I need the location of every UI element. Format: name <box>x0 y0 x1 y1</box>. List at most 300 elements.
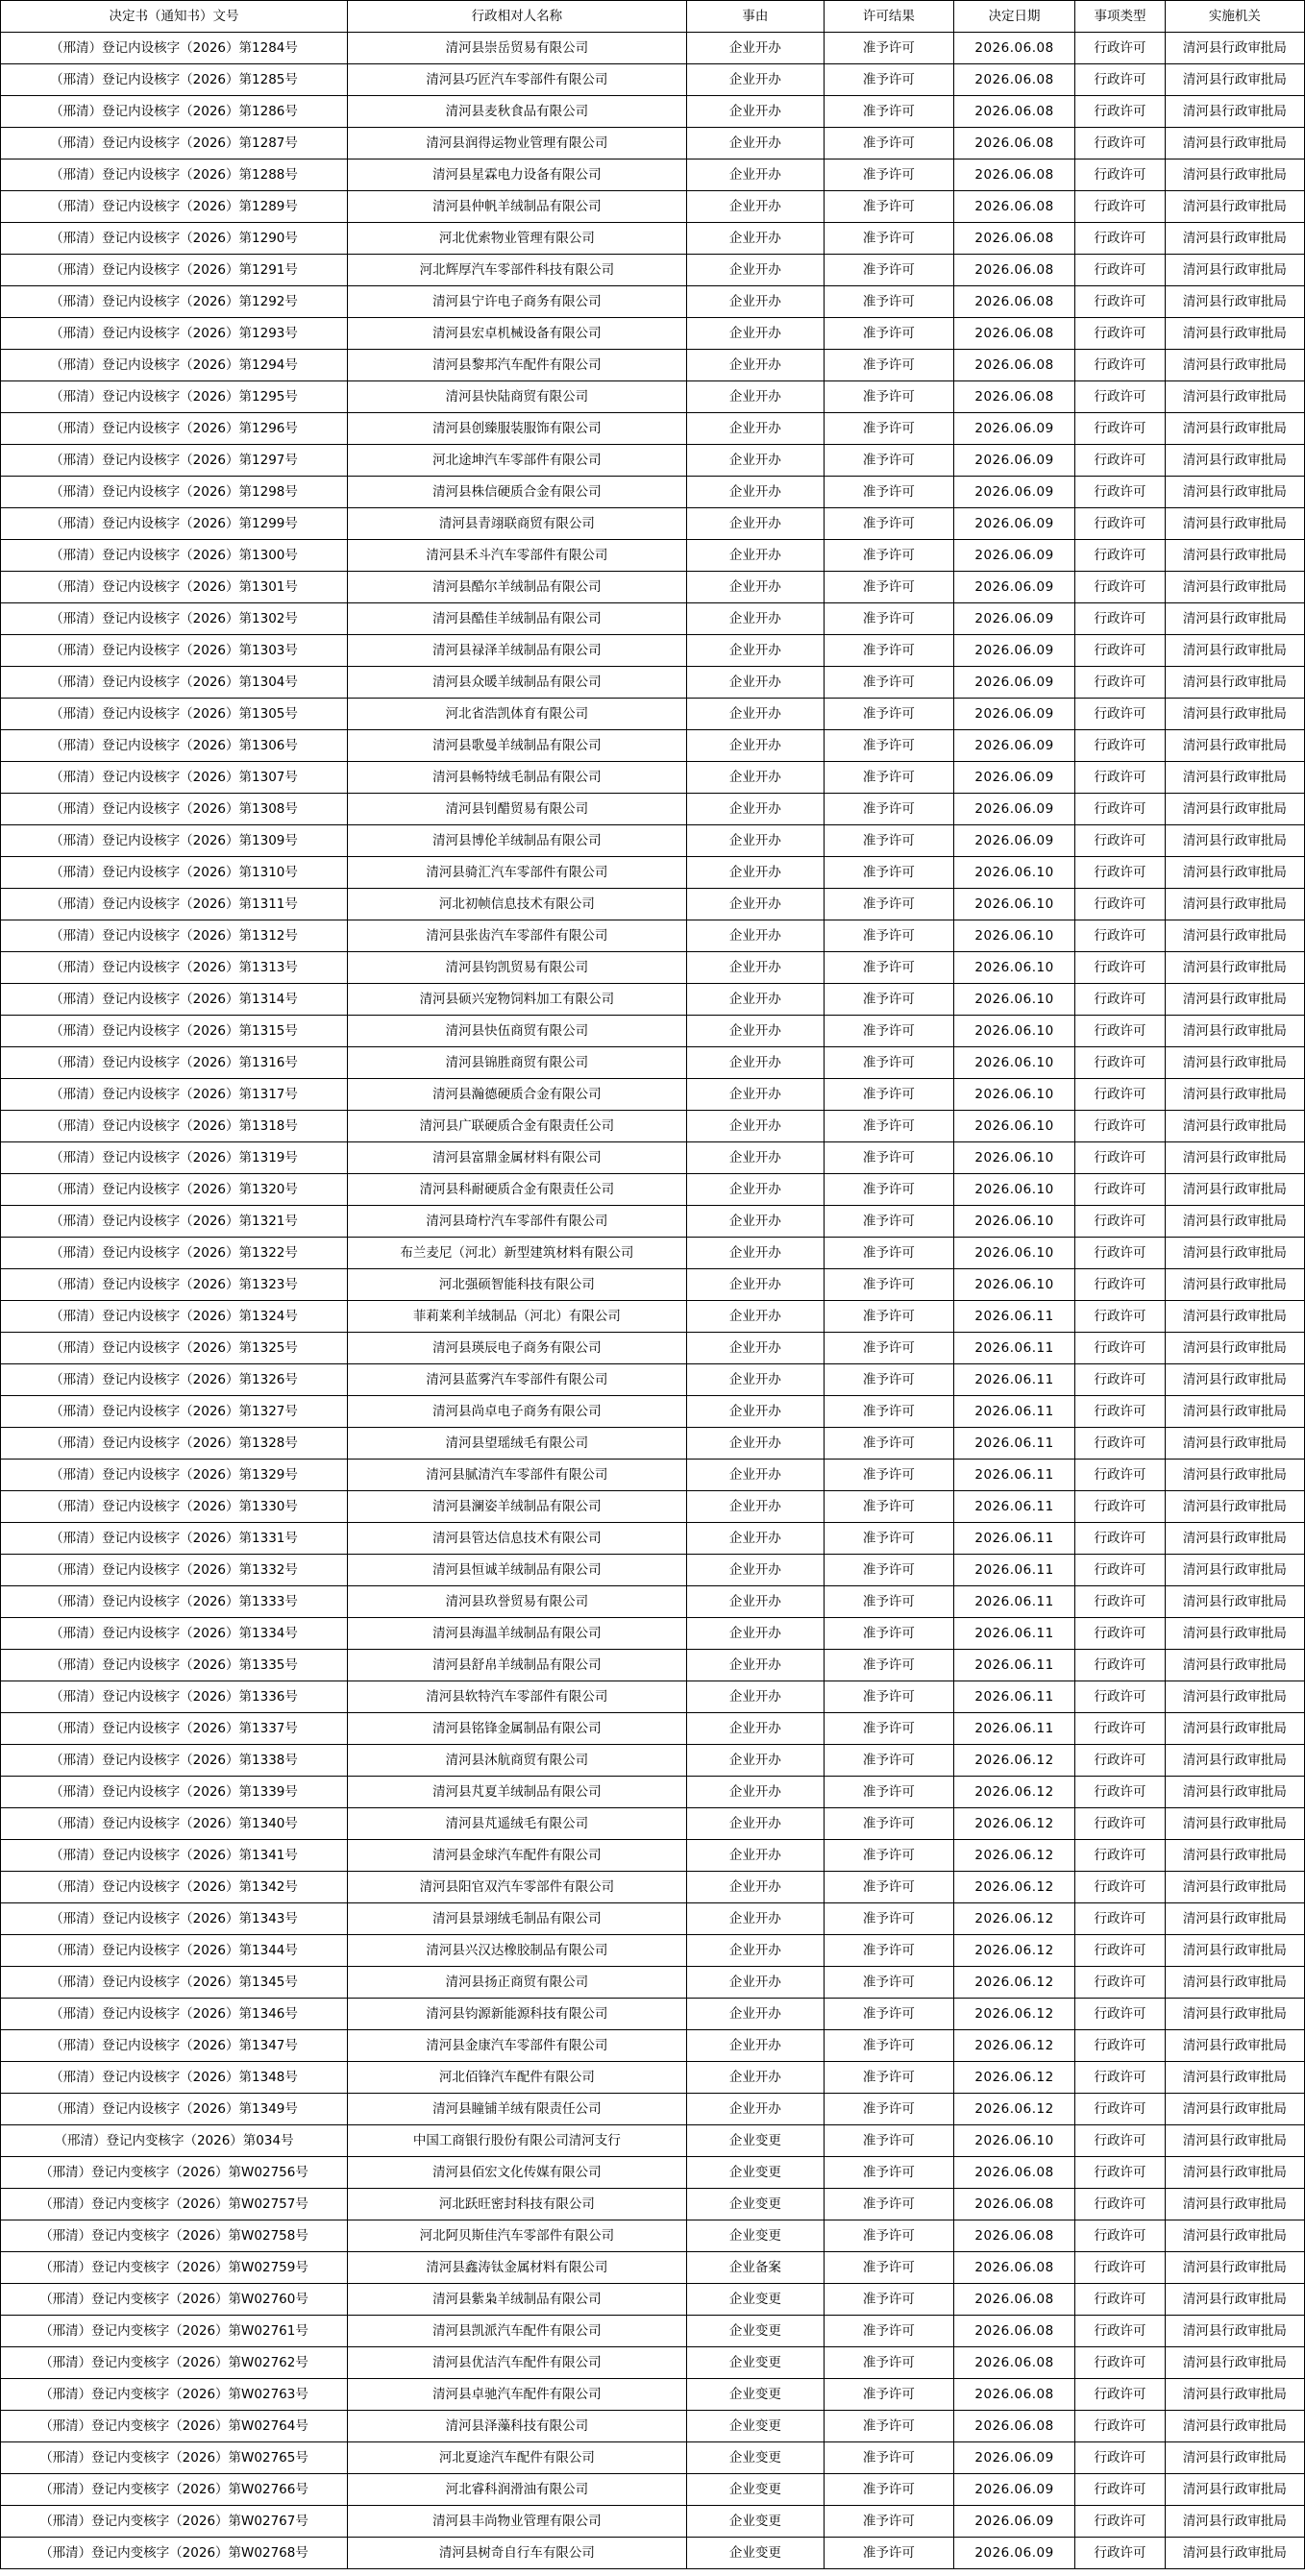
counterparty-name-cell: 清河县宏卓机械设备有限公司 <box>348 318 687 350</box>
permit-result-cell: 准予许可 <box>824 413 953 445</box>
decision-date-cell: 2026.06.10 <box>953 1269 1075 1301</box>
table-row <box>1 2316 1305 2347</box>
implementing-agency-cell: 清河县行政审批局 <box>1165 445 1304 477</box>
implementing-agency-cell: 清河县行政审批局 <box>1165 1333 1304 1364</box>
item-type-cell: 行政许可 <box>1075 96 1165 128</box>
implementing-agency-cell: 清河县行政审批局 <box>1165 2220 1304 2252</box>
column-header-document-number: 决定书（通知书）文号 <box>1 1 348 33</box>
table-row <box>1 508 1305 540</box>
table-row <box>1 2379 1305 2411</box>
table-row <box>1 920 1305 952</box>
implementing-agency-cell: 清河县行政审批局 <box>1165 2538 1304 2569</box>
decision-date-cell: 2026.06.09 <box>953 603 1075 635</box>
reason-cell: 企业开办 <box>686 477 824 508</box>
implementing-agency-cell: 清河县行政审批局 <box>1165 128 1304 159</box>
permit-result-cell: 准予许可 <box>824 1840 953 1872</box>
table-row <box>1 1713 1305 1745</box>
decision-date-cell: 2026.06.10 <box>953 1174 1075 1206</box>
implementing-agency-cell: 清河县行政审批局 <box>1165 350 1304 381</box>
document-number-cell: （邢清）登记内设核字（2026）第1334号 <box>1 1618 348 1650</box>
document-number-cell: （邢清）登记内设核字（2026）第1344号 <box>1 1935 348 1967</box>
counterparty-name-cell: 清河县富鼎金属材料有限公司 <box>348 1142 687 1174</box>
counterparty-name-cell: 清河县望瑶绒毛有限公司 <box>348 1428 687 1460</box>
item-type-cell: 行政许可 <box>1075 1206 1165 1238</box>
permit-result-cell: 准予许可 <box>824 1618 953 1650</box>
table-row <box>1 794 1305 825</box>
permit-result-cell: 准予许可 <box>824 2030 953 2062</box>
implementing-agency-cell: 清河县行政审批局 <box>1165 2474 1304 2506</box>
implementing-agency-cell: 清河县行政审批局 <box>1165 2062 1304 2094</box>
document-number-cell: （邢清）登记内设核字（2026）第1347号 <box>1 2030 348 2062</box>
decision-date-cell: 2026.06.08 <box>953 2379 1075 2411</box>
implementing-agency-cell: 清河县行政审批局 <box>1165 1428 1304 1460</box>
decision-date-cell: 2026.06.11 <box>953 1713 1075 1745</box>
document-number-cell: （邢清）登记内设核字（2026）第1338号 <box>1 1745 348 1777</box>
counterparty-name-cell: 清河县泽藻科技有限公司 <box>348 2411 687 2442</box>
document-number-cell: （邢清）登记内设核字（2026）第1285号 <box>1 64 348 96</box>
permit-result-cell: 准予许可 <box>824 889 953 920</box>
permit-result-cell: 准予许可 <box>824 2506 953 2538</box>
counterparty-name-cell: 清河县铭锋金属制品有限公司 <box>348 1713 687 1745</box>
table-row <box>1 2474 1305 2506</box>
document-number-cell: （邢清）登记内设核字（2026）第1288号 <box>1 159 348 191</box>
reason-cell: 企业变更 <box>686 2189 824 2220</box>
counterparty-name-cell: 清河县舒帛羊绒制品有限公司 <box>348 1650 687 1681</box>
permit-result-cell: 准予许可 <box>824 984 953 1016</box>
reason-cell: 企业变更 <box>686 2379 824 2411</box>
permit-result-cell: 准予许可 <box>824 2125 953 2157</box>
implementing-agency-cell: 清河县行政审批局 <box>1165 2284 1304 2316</box>
item-type-cell: 行政许可 <box>1075 730 1165 762</box>
reason-cell: 企业开办 <box>686 1460 824 1491</box>
implementing-agency-cell: 清河县行政审批局 <box>1165 889 1304 920</box>
reason-cell: 企业开办 <box>686 1142 824 1174</box>
decision-date-cell: 2026.06.08 <box>953 33 1075 64</box>
counterparty-name-cell: 清河县景翊绒毛制品有限公司 <box>348 1903 687 1935</box>
decision-date-cell: 2026.06.12 <box>953 2094 1075 2125</box>
reason-cell: 企业开办 <box>686 1872 824 1903</box>
document-number-cell: （邢清）登记内设核字（2026）第1340号 <box>1 1808 348 1840</box>
table-row <box>1 1777 1305 1808</box>
reason-cell: 企业开办 <box>686 1428 824 1460</box>
implementing-agency-cell: 清河县行政审批局 <box>1165 1935 1304 1967</box>
table-row <box>1 603 1305 635</box>
implementing-agency-cell: 清河县行政审批局 <box>1165 730 1304 762</box>
item-type-cell: 行政许可 <box>1075 1681 1165 1713</box>
document-number-cell: （邢清）登记内设核字（2026）第1323号 <box>1 1269 348 1301</box>
implementing-agency-cell: 清河县行政审批局 <box>1165 508 1304 540</box>
table-row <box>1 1586 1305 1618</box>
table-row <box>1 286 1305 318</box>
document-number-cell: （邢清）登记内设核字（2026）第1305号 <box>1 699 348 730</box>
table-body <box>1 33 1305 2569</box>
counterparty-name-cell: 清河县黎邦汽车配件有限公司 <box>348 350 687 381</box>
document-number-cell: （邢清）登记内设核字（2026）第1322号 <box>1 1238 348 1269</box>
counterparty-name-cell: 清河县畅特绒毛制品有限公司 <box>348 762 687 794</box>
reason-cell: 企业开办 <box>686 96 824 128</box>
item-type-cell: 行政许可 <box>1075 1491 1165 1523</box>
counterparty-name-cell: 清河县腻清汽车零部件有限公司 <box>348 1460 687 1491</box>
reason-cell: 企业开办 <box>686 318 824 350</box>
reason-cell: 企业开办 <box>686 1555 824 1586</box>
reason-cell: 企业开办 <box>686 667 824 699</box>
table-row <box>1 984 1305 1016</box>
decision-date-cell: 2026.06.09 <box>953 477 1075 508</box>
decision-date-cell: 2026.06.11 <box>953 1555 1075 1586</box>
implementing-agency-cell: 清河县行政审批局 <box>1165 477 1304 508</box>
reason-cell: 企业开办 <box>686 1681 824 1713</box>
reason-cell: 企业变更 <box>686 2125 824 2157</box>
permit-result-cell: 准予许可 <box>824 1777 953 1808</box>
document-number-cell: （邢清）登记内设核字（2026）第1289号 <box>1 191 348 223</box>
implementing-agency-cell: 清河县行政审批局 <box>1165 1047 1304 1079</box>
table-row <box>1 1903 1305 1935</box>
document-number-cell: （邢清）登记内设核字（2026）第1304号 <box>1 667 348 699</box>
counterparty-name-cell: 清河县广联硬质合金有限责任公司 <box>348 1111 687 1142</box>
implementing-agency-cell: 清河县行政审批局 <box>1165 1523 1304 1555</box>
counterparty-name-cell: 清河县科耐硬质合金有限责任公司 <box>348 1174 687 1206</box>
permit-result-cell: 准予许可 <box>824 1491 953 1523</box>
counterparty-name-cell: 清河县软特汽车零部件有限公司 <box>348 1681 687 1713</box>
counterparty-name-cell: 河北辉厚汽车零部件科技有限公司 <box>348 255 687 286</box>
permit-result-cell: 准予许可 <box>824 159 953 191</box>
reason-cell: 企业开办 <box>686 794 824 825</box>
implementing-agency-cell: 清河县行政审批局 <box>1165 1491 1304 1523</box>
table-row <box>1 1206 1305 1238</box>
implementing-agency-cell: 清河县行政审批局 <box>1165 920 1304 952</box>
item-type-cell: 行政许可 <box>1075 1142 1165 1174</box>
implementing-agency-cell: 清河县行政审批局 <box>1165 1206 1304 1238</box>
table-row <box>1 33 1305 64</box>
item-type-cell: 行政许可 <box>1075 2252 1165 2284</box>
permit-result-cell: 准予许可 <box>824 445 953 477</box>
document-number-cell: （邢清）登记内设核字（2026）第1335号 <box>1 1650 348 1681</box>
decision-date-cell: 2026.06.09 <box>953 508 1075 540</box>
reason-cell: 企业开办 <box>686 1745 824 1777</box>
permit-result-cell: 准予许可 <box>824 1745 953 1777</box>
counterparty-name-cell: 清河县澜姿羊绒制品有限公司 <box>348 1491 687 1523</box>
decision-date-cell: 2026.06.10 <box>953 1142 1075 1174</box>
item-type-cell: 行政许可 <box>1075 1903 1165 1935</box>
permit-result-cell: 准予许可 <box>824 1428 953 1460</box>
permit-result-cell: 准予许可 <box>824 2094 953 2125</box>
document-number-cell: （邢清）登记内设核字（2026）第1349号 <box>1 2094 348 2125</box>
counterparty-name-cell: 清河县仲帆羊绒制品有限公司 <box>348 191 687 223</box>
permit-result-cell: 准予许可 <box>824 857 953 889</box>
item-type-cell: 行政许可 <box>1075 477 1165 508</box>
item-type-cell: 行政许可 <box>1075 1999 1165 2030</box>
item-type-cell: 行政许可 <box>1075 255 1165 286</box>
counterparty-name-cell: 清河县阳官双汽车零部件有限公司 <box>348 1872 687 1903</box>
decision-date-cell: 2026.06.08 <box>953 381 1075 413</box>
decision-date-cell: 2026.06.08 <box>953 2252 1075 2284</box>
item-type-cell: 行政许可 <box>1075 350 1165 381</box>
table-row <box>1 1333 1305 1364</box>
table-row <box>1 1618 1305 1650</box>
counterparty-name-cell: 清河县瞳铺羊绒有限责任公司 <box>348 2094 687 2125</box>
decision-date-cell: 2026.06.08 <box>953 2189 1075 2220</box>
permit-result-cell: 准予许可 <box>824 1586 953 1618</box>
table-row <box>1 1681 1305 1713</box>
item-type-cell: 行政许可 <box>1075 223 1165 255</box>
implementing-agency-cell: 清河县行政审批局 <box>1165 699 1304 730</box>
implementing-agency-cell: 清河县行政审批局 <box>1165 857 1304 889</box>
implementing-agency-cell: 清河县行政审批局 <box>1165 2347 1304 2379</box>
document-number-cell: （邢清）登记内变核字（2026）第W02764号 <box>1 2411 348 2442</box>
reason-cell: 企业开办 <box>686 1935 824 1967</box>
reason-cell: 企业变更 <box>686 2316 824 2347</box>
reason-cell: 企业变更 <box>686 2474 824 2506</box>
item-type-cell: 行政许可 <box>1075 1872 1165 1903</box>
item-type-cell: 行政许可 <box>1075 1364 1165 1396</box>
permit-result-cell: 准予许可 <box>824 1555 953 1586</box>
implementing-agency-cell: 清河县行政审批局 <box>1165 1903 1304 1935</box>
reason-cell: 企业开办 <box>686 1618 824 1650</box>
decision-date-cell: 2026.06.08 <box>953 64 1075 96</box>
implementing-agency-cell: 清河县行政审批局 <box>1165 1301 1304 1333</box>
reason-cell: 企业开办 <box>686 1174 824 1206</box>
document-number-cell: （邢清）登记内设核字（2026）第1348号 <box>1 2062 348 2094</box>
decision-date-cell: 2026.06.11 <box>953 1364 1075 1396</box>
item-type-cell: 行政许可 <box>1075 413 1165 445</box>
document-number-cell: （邢清）登记内设核字（2026）第1318号 <box>1 1111 348 1142</box>
document-number-cell: （邢清）登记内设核字（2026）第1345号 <box>1 1967 348 1999</box>
reason-cell: 企业开办 <box>686 255 824 286</box>
column-header-permit-result: 许可结果 <box>824 1 953 33</box>
reason-cell: 企业开办 <box>686 825 824 857</box>
counterparty-name-cell: 清河县凯派汽车配件有限公司 <box>348 2316 687 2347</box>
item-type-cell: 行政许可 <box>1075 2284 1165 2316</box>
counterparty-name-cell: 清河县硕兴宠物饲料加工有限公司 <box>348 984 687 1016</box>
permit-result-cell: 准予许可 <box>824 1142 953 1174</box>
permit-result-cell: 准予许可 <box>824 33 953 64</box>
permit-result-cell: 准予许可 <box>824 730 953 762</box>
reason-cell: 企业变更 <box>686 2220 824 2252</box>
reason-cell: 企业开办 <box>686 2094 824 2125</box>
implementing-agency-cell: 清河县行政审批局 <box>1165 381 1304 413</box>
implementing-agency-cell: 清河县行政审批局 <box>1165 1650 1304 1681</box>
permit-result-cell: 准予许可 <box>824 1935 953 1967</box>
reason-cell: 企业开办 <box>686 572 824 603</box>
table-row <box>1 1269 1305 1301</box>
permit-result-cell: 准予许可 <box>824 1808 953 1840</box>
decision-date-cell: 2026.06.11 <box>953 1681 1075 1713</box>
item-type-cell: 行政许可 <box>1075 2442 1165 2474</box>
counterparty-name-cell: 布兰麦尼（河北）新型建筑材料有限公司 <box>348 1238 687 1269</box>
document-number-cell: （邢清）登记内设核字（2026）第1326号 <box>1 1364 348 1396</box>
column-header-item-type: 事项类型 <box>1075 1 1165 33</box>
table-row <box>1 1808 1305 1840</box>
decision-date-cell: 2026.06.09 <box>953 667 1075 699</box>
reason-cell: 企业开办 <box>686 64 824 96</box>
permit-result-cell: 准予许可 <box>824 1047 953 1079</box>
decision-date-cell: 2026.06.12 <box>953 1808 1075 1840</box>
permit-result-cell: 准予许可 <box>824 1523 953 1555</box>
counterparty-name-cell: 清河县佰宏文化传媒有限公司 <box>348 2157 687 2189</box>
permit-result-cell: 准予许可 <box>824 64 953 96</box>
decision-date-cell: 2026.06.11 <box>953 1428 1075 1460</box>
table-row <box>1 1840 1305 1872</box>
permit-result-cell: 准予许可 <box>824 1016 953 1047</box>
decision-date-cell: 2026.06.08 <box>953 318 1075 350</box>
decision-date-cell: 2026.06.08 <box>953 286 1075 318</box>
reason-cell: 企业开办 <box>686 350 824 381</box>
item-type-cell: 行政许可 <box>1075 2411 1165 2442</box>
table-row <box>1 1142 1305 1174</box>
decision-date-cell: 2026.06.12 <box>953 2062 1075 2094</box>
implementing-agency-cell: 清河县行政审批局 <box>1165 2506 1304 2538</box>
implementing-agency-cell: 清河县行政审批局 <box>1165 603 1304 635</box>
decision-date-cell: 2026.06.10 <box>953 1016 1075 1047</box>
counterparty-name-cell: 清河县崇岳贸易有限公司 <box>348 33 687 64</box>
permit-result-cell: 准予许可 <box>824 1364 953 1396</box>
table-row <box>1 1555 1305 1586</box>
reason-cell: 企业开办 <box>686 1523 824 1555</box>
reason-cell: 企业开办 <box>686 1808 824 1840</box>
reason-cell: 企业变更 <box>686 2538 824 2569</box>
implementing-agency-cell: 清河县行政审批局 <box>1165 825 1304 857</box>
permit-result-cell: 准予许可 <box>824 1174 953 1206</box>
document-number-cell: （邢清）登记内设核字（2026）第1294号 <box>1 350 348 381</box>
reason-cell: 企业开办 <box>686 1269 824 1301</box>
reason-cell: 企业开办 <box>686 857 824 889</box>
decision-date-cell: 2026.06.10 <box>953 857 1075 889</box>
table-row <box>1 96 1305 128</box>
permit-result-cell: 准予许可 <box>824 286 953 318</box>
decision-date-cell: 2026.06.10 <box>953 2125 1075 2157</box>
table-row <box>1 350 1305 381</box>
counterparty-name-cell: 清河县歌曼羊绒制品有限公司 <box>348 730 687 762</box>
item-type-cell: 行政许可 <box>1075 794 1165 825</box>
permit-result-cell: 准予许可 <box>824 191 953 223</box>
table-row <box>1 1364 1305 1396</box>
table-row <box>1 1523 1305 1555</box>
permit-result-cell: 准予许可 <box>824 2442 953 2474</box>
counterparty-name-cell: 清河县骑汇汽车零部件有限公司 <box>348 857 687 889</box>
item-type-cell: 行政许可 <box>1075 1428 1165 1460</box>
reason-cell: 企业开办 <box>686 762 824 794</box>
counterparty-name-cell: 清河县金球汽车配件有限公司 <box>348 1840 687 1872</box>
column-header-decision-date: 决定日期 <box>953 1 1075 33</box>
decision-date-cell: 2026.06.08 <box>953 2347 1075 2379</box>
reason-cell: 企业变更 <box>686 2442 824 2474</box>
table-row <box>1 857 1305 889</box>
decision-date-cell: 2026.06.08 <box>953 2157 1075 2189</box>
counterparty-name-cell: 清河县琦柠汽车零部件有限公司 <box>348 1206 687 1238</box>
counterparty-name-cell: 清河县芃夏羊绒制品有限公司 <box>348 1777 687 1808</box>
table-row <box>1 1111 1305 1142</box>
permit-result-cell: 准予许可 <box>824 667 953 699</box>
reason-cell: 企业开办 <box>686 635 824 667</box>
document-number-cell: （邢清）登记内变核字（2026）第W02768号 <box>1 2538 348 2569</box>
implementing-agency-cell: 清河县行政审批局 <box>1165 1586 1304 1618</box>
document-number-cell: （邢清）登记内变核字（2026）第W02762号 <box>1 2347 348 2379</box>
counterparty-name-cell: 清河县众暖羊绒制品有限公司 <box>348 667 687 699</box>
item-type-cell: 行政许可 <box>1075 1460 1165 1491</box>
document-number-cell: （邢清）登记内变核字（2026）第W02757号 <box>1 2189 348 2220</box>
table-row <box>1 699 1305 730</box>
table-row <box>1 1079 1305 1111</box>
permit-result-cell: 准予许可 <box>824 2347 953 2379</box>
decision-date-cell: 2026.06.09 <box>953 572 1075 603</box>
counterparty-name-cell: 清河县芃遥绒毛有限公司 <box>348 1808 687 1840</box>
item-type-cell: 行政许可 <box>1075 920 1165 952</box>
decision-date-cell: 2026.06.11 <box>953 1523 1075 1555</box>
item-type-cell: 行政许可 <box>1075 1333 1165 1364</box>
permit-result-cell: 准予许可 <box>824 1713 953 1745</box>
permit-result-cell: 准予许可 <box>824 2284 953 2316</box>
item-type-cell: 行政许可 <box>1075 1745 1165 1777</box>
permit-result-cell: 准予许可 <box>824 128 953 159</box>
table-row <box>1 191 1305 223</box>
decision-date-cell: 2026.06.09 <box>953 445 1075 477</box>
item-type-cell: 行政许可 <box>1075 64 1165 96</box>
permit-result-cell: 准予许可 <box>824 1650 953 1681</box>
item-type-cell: 行政许可 <box>1075 191 1165 223</box>
counterparty-name-cell: 中国工商银行股份有限公司清河支行 <box>348 2125 687 2157</box>
decision-date-cell: 2026.06.08 <box>953 2316 1075 2347</box>
counterparty-name-cell: 清河县快伍商贸有限公司 <box>348 1016 687 1047</box>
table-row <box>1 2347 1305 2379</box>
permit-result-cell: 准予许可 <box>824 2474 953 2506</box>
document-number-cell: （邢清）登记内设核字（2026）第1332号 <box>1 1555 348 1586</box>
table-row <box>1 1016 1305 1047</box>
counterparty-name-cell: 清河县巧匠汽车零部件有限公司 <box>348 64 687 96</box>
document-number-cell: （邢清）登记内设核字（2026）第1301号 <box>1 572 348 603</box>
decision-date-cell: 2026.06.08 <box>953 2220 1075 2252</box>
reason-cell: 企业开办 <box>686 33 824 64</box>
decision-date-cell: 2026.06.09 <box>953 2474 1075 2506</box>
document-number-cell: （邢清）登记内变核字（2026）第W02766号 <box>1 2474 348 2506</box>
table-row <box>1 2506 1305 2538</box>
implementing-agency-cell: 清河县行政审批局 <box>1165 223 1304 255</box>
item-type-cell: 行政许可 <box>1075 128 1165 159</box>
document-number-cell: （邢清）登记内设核字（2026）第1298号 <box>1 477 348 508</box>
item-type-cell: 行政许可 <box>1075 603 1165 635</box>
decision-date-cell: 2026.06.08 <box>953 2284 1075 2316</box>
implementing-agency-cell: 清河县行政审批局 <box>1165 286 1304 318</box>
decision-date-cell: 2026.06.11 <box>953 1396 1075 1428</box>
table-header-row <box>1 1 1305 33</box>
decision-date-cell: 2026.06.09 <box>953 825 1075 857</box>
table-row <box>1 1650 1305 1681</box>
document-number-cell: （邢清）登记内设核字（2026）第1302号 <box>1 603 348 635</box>
table-row <box>1 318 1305 350</box>
counterparty-name-cell: 清河县钧源新能源科技有限公司 <box>348 1999 687 2030</box>
item-type-cell: 行政许可 <box>1075 1555 1165 1586</box>
counterparty-name-cell: 清河县恒诚羊绒制品有限公司 <box>348 1555 687 1586</box>
decision-date-cell: 2026.06.08 <box>953 255 1075 286</box>
reason-cell: 企业开办 <box>686 1333 824 1364</box>
permit-result-cell: 准予许可 <box>824 1967 953 1999</box>
reason-cell: 企业开办 <box>686 1777 824 1808</box>
table-row <box>1 952 1305 984</box>
decision-date-cell: 2026.06.11 <box>953 1460 1075 1491</box>
document-number-cell: （邢清）登记内变核字（2026）第034号 <box>1 2125 348 2157</box>
decision-date-cell: 2026.06.12 <box>953 1999 1075 2030</box>
implementing-agency-cell: 清河县行政审批局 <box>1165 1777 1304 1808</box>
decision-date-cell: 2026.06.10 <box>953 1079 1075 1111</box>
decision-date-cell: 2026.06.09 <box>953 762 1075 794</box>
implementing-agency-cell: 清河县行政审批局 <box>1165 635 1304 667</box>
permit-result-cell: 准予许可 <box>824 255 953 286</box>
item-type-cell: 行政许可 <box>1075 889 1165 920</box>
implementing-agency-cell: 清河县行政审批局 <box>1165 191 1304 223</box>
counterparty-name-cell: 清河县博伦羊绒制品有限公司 <box>348 825 687 857</box>
table-row <box>1 1238 1305 1269</box>
table-row <box>1 1047 1305 1079</box>
implementing-agency-cell: 清河县行政审批局 <box>1165 1681 1304 1713</box>
